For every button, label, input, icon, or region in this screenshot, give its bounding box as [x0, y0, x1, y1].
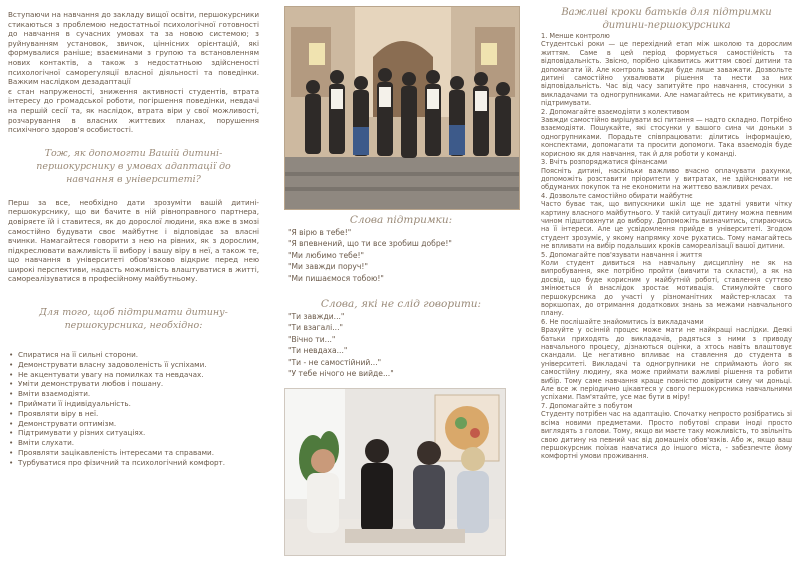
list-item: • Вміти слухати. — [18, 438, 259, 448]
list-item: "Ти завжди..." — [288, 312, 345, 321]
step-text: Студенту потрібен час на адаптацію. Спочатку непросто розібратись зі всіма новими предметами. Просто побутові справи іноді просто виглядять з голови. Тому, якщо ви маєте таку можливість, то звільніть свою дитину на певний час від домашніх обов'язків. Або ж, якщо ваш першокурсник поїхав навчатися до іншого міста, - забезпечте йому комфортні умови проживання. — [541, 410, 792, 461]
list-item: • Проявляти віру в неї. — [18, 409, 259, 419]
support-words-title: Слова підтримки: — [349, 214, 453, 226]
team-photo-illustration — [285, 389, 506, 556]
list-item: "Ти взагалі..." — [288, 323, 343, 333]
heading-support-needs: Для того, щоб підтримати дитину-першокурсника, необхідно: — [39, 307, 228, 332]
avoid-phrases — [276, 311, 526, 379]
left-column — [0, 0, 268, 566]
step-text: Поясніть дитині, наскільки важливо вчасно оплачувати рахунки, допоможіть розставити пріоритети у витратах, не здійснювати не обдуманих покупок та не економити на життєво важливих речах. — [541, 166, 792, 192]
list-item: "Ми любимо тебе!" — [288, 250, 365, 260]
avoid-words-title: Слова, які не слід говорити: — [320, 298, 482, 310]
list-item: "Ми завжди поруч!" — [288, 262, 368, 272]
list-item: "Ми пишаємося тобою!" — [288, 273, 384, 283]
step-text: Завжди самостійно вирішувати всі питання — надто складно. Потрібно взаємодіяти. Пошукайте, які стосунки у вашого сина чи доньки з одногрупниками. Порадьте співпрацювати: ділитись інформацією, конспектами, допомагати та просити допомоги. Така взаємодія буде корисною як для навчання, так й для роботи у команді. — [541, 116, 792, 158]
step-heading: 5. Допомагайте пов'язувати навчання і життя — [541, 250, 702, 259]
step-text: Коли студент дивиться на навчальну дисципліну не як на випробування, яке потрібно пройти (вивчити та скласти), а як на досвід, що буде корисним у майбутній роботі, ставлення суттєво змінюється й внаслідок зростає мотивація. Стимулюйте свого першокурсника до участі у різноманітних майстер-класах та воркшопах, до отримання додаткових знань за межами навчального плану. — [541, 258, 792, 318]
intro-paragraph: Вступаючи на навчання до закладу вищої освіти, першокурсники стикаються з проблемою недостатньої психологічної готовності до навчання в сучасних умовах та за новою системою; з руйнуванням установок, звичок, ціннісних орієнтацій, які формувалися раніше; взаєминами з групою та встановленням нових контактів, а також з недостатньою здійсненості психологічної саморегуляції власної діяльності та поведінки. Важким наслідком дезадаптації — [8, 10, 259, 87]
list-item: • Приймати її індивідуальність. — [18, 399, 259, 409]
step-text: Врахуйте у осінній процес може мати не найкращі наслідки. Деякі батьки приходять до викладачів, радяться з ними з приводу навчального процесу, дізнаються оцінки, а хтось навіть влаштовує скандали. Це негативно впливає на ставлення до студента в університеті. Викладачі та одногрупники не сприймають його як самостійну людину, яка може приймати важливі рішення та робити вибір. Тому саме навчання краще повністю довірити сину чи доньці. Але все ж періодично цікавтеся у свого першокурсника навчальними успіхами. Пам'ятайте, усе має бути в міру! — [541, 326, 792, 402]
list-item: "Вічно ти..." — [288, 334, 336, 344]
step-heading: 3. Вчіть розпоряджатися фінансами — [541, 158, 668, 167]
step-heading: 4. Дозвольте самостійно обирати майбутнє — [541, 191, 693, 200]
support-list — [8, 350, 259, 468]
avoid-words-section — [276, 298, 526, 379]
list-item: • Вміти взаємодіяти. — [18, 389, 259, 399]
team-photo — [284, 388, 506, 556]
list-item: • Не акцентувати увагу на помилках та невдачах. — [18, 370, 259, 380]
step-heading: 2. Допомагайте взаємодіяти з колективом — [541, 107, 690, 116]
intro-continuation: є стан напруженості, зниження активності студентів, втрата інтересу до громадської роботи, погіршення поведінки, невдачі на першій сесії та, як наслідок, втрата віри у свої можливості, розчарування в власних життєвих планах, порушення психічного здоров'я особистості. — [8, 86, 259, 135]
list-item: • Демонструвати власну задоволеність її успіхами. — [18, 360, 259, 370]
list-item: "Ти невдаха..." — [288, 346, 348, 356]
list-item: "Я впевнений, що ти все зробиш добре!" — [288, 239, 452, 249]
step-heading: 7. Допомагайте з побутом — [541, 401, 633, 410]
step-heading: 6. Не послішайте знайомитись із викладачами — [541, 317, 704, 326]
steps-title: Важливі кроки батьків для підтримки дитини-першокурсника — [561, 7, 772, 31]
group-photo-illustration — [285, 7, 520, 210]
list-item: "Ти - не самостійний..." — [288, 357, 382, 367]
step-text: Часто буває так, що випускники шкіл ще не здатні уявити чітку картину власного майбутнього. У такій ситуації дитину можна певним чином підштовхнути до вибору. Допоможіть визначитись, спираючись на її інтереси. Але це усвідомлення прийде в університеті. Згодом студент зрозуміє, у якому напрямку хоче рухатись. Тому намагайтесь не впливати на вибір подальших кроків самореалізації вашої дитини. — [541, 200, 792, 251]
heading-how-to-help: Тож, як допомогти Вашій дитині-першокурснику в умовах адаптації до навчання в університеті? — [36, 147, 231, 185]
list-item: • Уміти демонструвати любов і пошану. — [18, 379, 259, 389]
step-text: Студентські роки — це перехідний етап між школою та дорослим життям. Саме в цей період формується самостійність та відповідальність. Звісно, порібно цікавитись життям своєї дитини та допомагати їй. Але контроль завжди буде лише заважати. Дозвольте дитині самостійно ухвалювати рішення та нести за них відповідальність. Час від часу запитуйте про навчання, стосунки з викладачами та одногрупниками. Але намагайтесь не критикувати, а підтримувати. — [541, 40, 792, 108]
list-item: • Проявляти зацікавленість інтересами та справами. — [18, 448, 259, 458]
list-item: • Турбуватися про фізичний та психологічний комфорт. — [18, 458, 259, 468]
partner-paragraph: Перш за все, необхідно дати зрозуміти вашій дитині-першокурснику, що ви бачите в ній рівноправного партнера, довіряєте їй і ставитеся, як до дорослої людини, яка вже в змозі самостійно будувати своє майбутнє і відповідає за власні вчинки. Намагайтеся говорити з нею на рівних, як з дорослим, підкреслювати важливість її вибору і вашу віру в неї, а також те, що навчання в університеті обов'язково відкриє перед нею широкі перспективи, надасть можливість влаштуватися в житті, самореалізуватися в професійному майбутньому. — [8, 197, 259, 284]
right-column — [533, 0, 800, 566]
step-heading: 1. Менше контролю — [541, 32, 610, 40]
support-phrases — [276, 227, 526, 284]
list-item: • Спиратися на її сильні сторони. — [18, 350, 259, 360]
list-item: "У тебе нічого не вийде..." — [288, 369, 394, 379]
group-photo — [284, 6, 520, 210]
list-item: • Демонструвати оптимізм. — [18, 419, 259, 429]
middle-column — [270, 0, 531, 566]
list-item: • Підтримувати у різних ситуаціях. — [18, 428, 259, 438]
list-item: "Я вірю в тебе!" — [288, 228, 352, 237]
support-words-section — [276, 214, 526, 284]
